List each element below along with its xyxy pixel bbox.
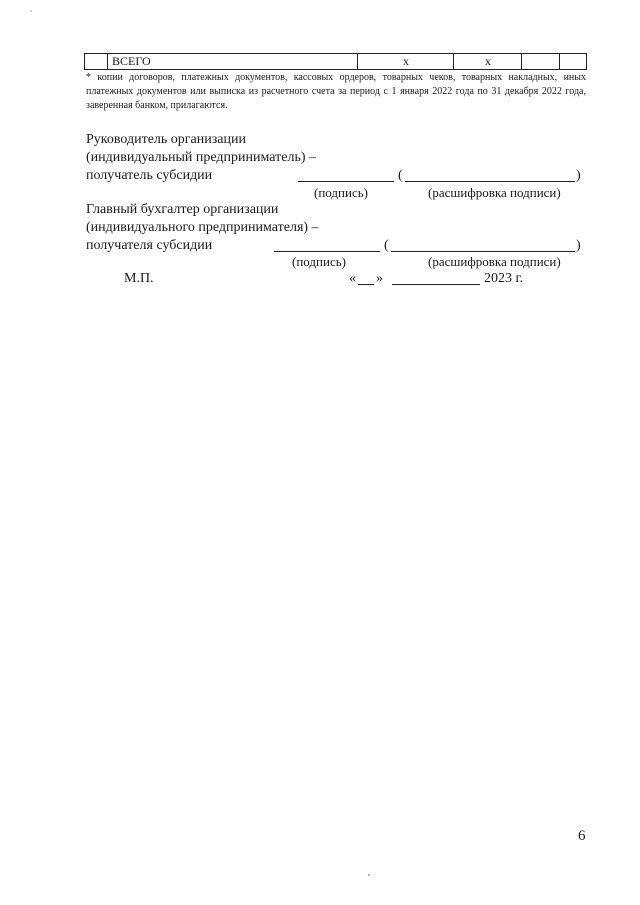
accountant-title-line1: Главный бухгалтер организации — [86, 202, 279, 217]
scan-speck — [30, 10, 32, 12]
head-close-paren: ) — [576, 168, 581, 183]
accountant-sign-caption: (подпись) — [292, 254, 346, 269]
date-close-quote: » — [376, 271, 383, 286]
accountant-close-paren: ) — [576, 238, 581, 253]
head-decode-line — [405, 181, 575, 182]
date-day-line — [358, 284, 374, 285]
table-cell-col3: x — [357, 54, 454, 69]
page-number: 6 — [578, 828, 586, 844]
head-title-line2: (индивидуальный предприниматель) – — [86, 150, 316, 165]
head-sign-caption: (подпись) — [314, 185, 368, 200]
footnote: * копии договоров, платежных документов, кассовых ордеров, товарных чеков, товарных накладных, иных платежных документов или выписка из расчетного счета за период с 1 января 2022 года по 31 декабря 2022 года, заверенная банком, прилагаются. — [86, 72, 586, 111]
accountant-decode-caption: (расшифровка подписи) — [428, 254, 561, 269]
table-cell-number — [85, 54, 107, 69]
head-signature-line — [298, 181, 394, 182]
head-decode-caption: (расшифровка подписи) — [428, 185, 561, 200]
head-title-line1: Руководитель организации — [86, 132, 246, 147]
accountant-title-line3: получателя субсидии — [86, 238, 213, 253]
table-cell-col4: x — [453, 54, 522, 69]
date-month-line — [392, 284, 480, 285]
date-open-quote: « — [349, 271, 356, 286]
totals-table-row — [84, 53, 587, 70]
head-title-line3: получатель субсидии — [86, 168, 213, 183]
table-cell-col5 — [521, 54, 560, 69]
accountant-signature-line — [274, 251, 380, 252]
accountant-open-paren: ( — [384, 238, 389, 253]
table-cell-label: ВСЕГО — [107, 54, 357, 69]
accountant-decode-line — [391, 251, 575, 252]
date-year: 2023 г. — [484, 271, 524, 286]
stamp-label: М.П. — [124, 271, 154, 286]
table-cell-col6 — [559, 54, 587, 69]
head-open-paren: ( — [398, 168, 403, 183]
scan-speck — [368, 874, 370, 876]
accountant-title-line2: (индивидуального предпринимателя) – — [86, 220, 319, 235]
